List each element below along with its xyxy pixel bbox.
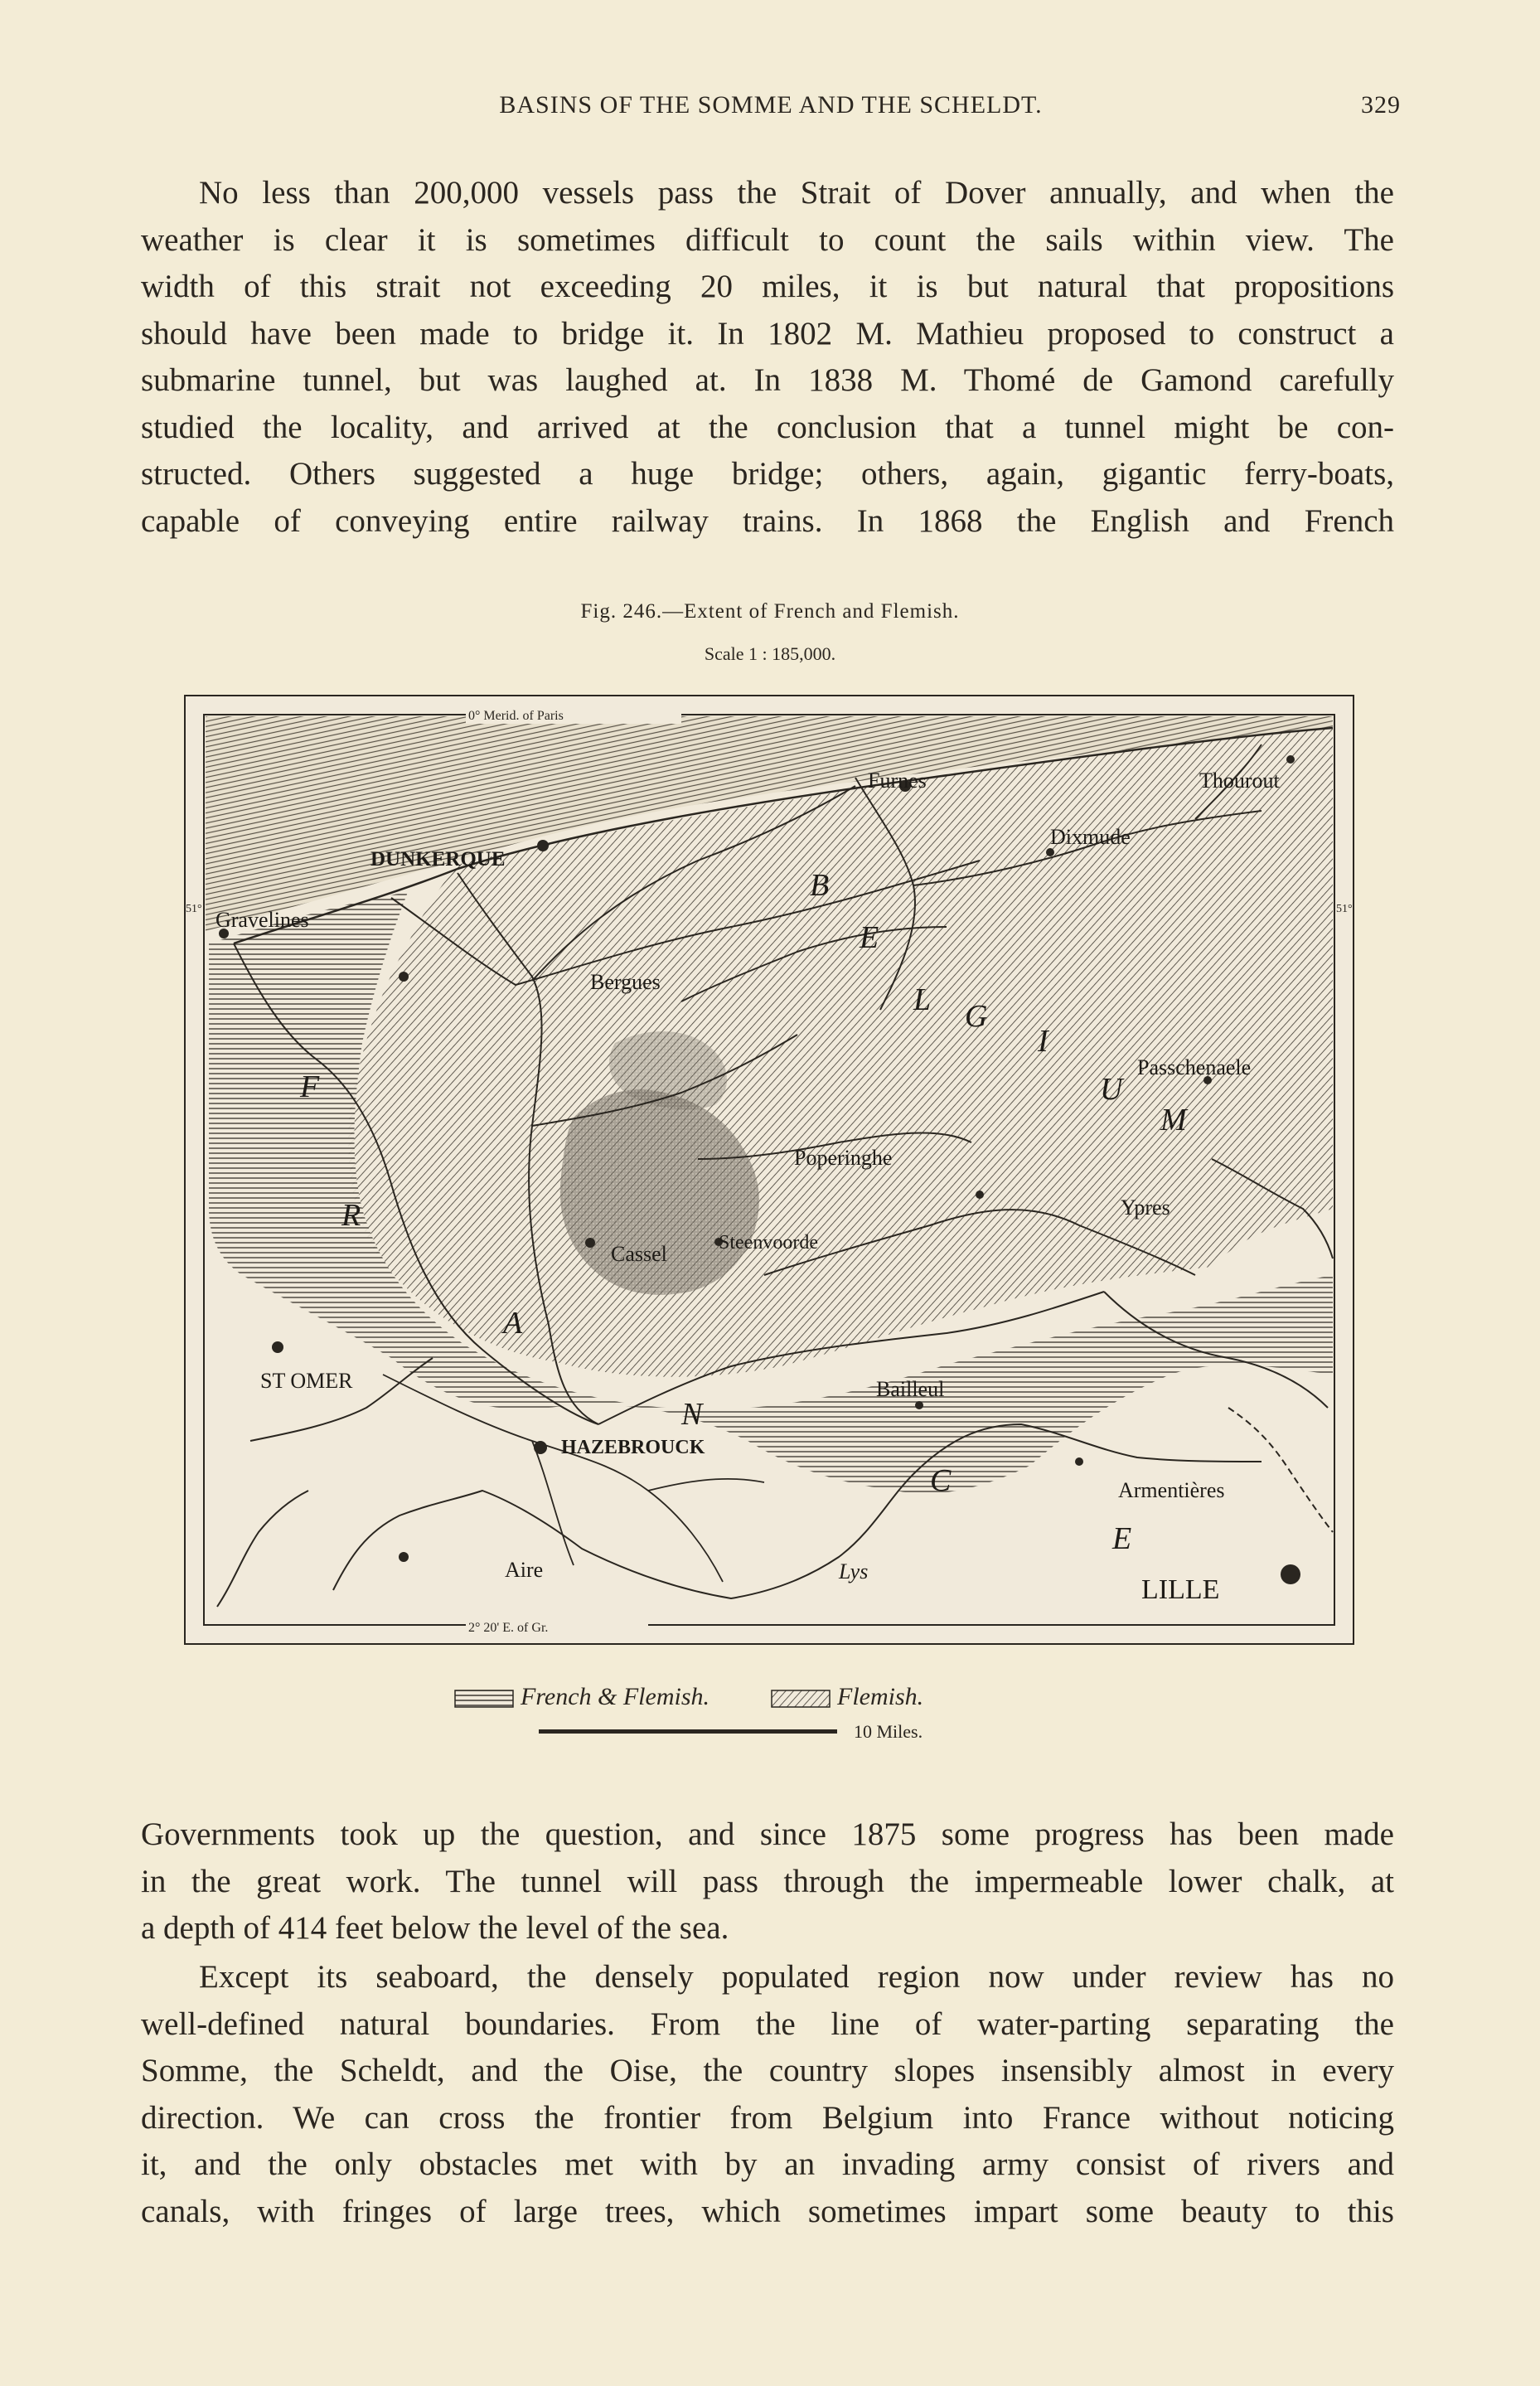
belgium-letter: B (810, 868, 830, 903)
text-line: Governments took up the question, and since 1875 some progress has been made (141, 1816, 1394, 1852)
place-bergues: Bergues (590, 970, 661, 994)
place-aire: Aire (505, 1558, 544, 1582)
text-line: structed. Others suggested a huge bridge; others, again, gigantic ferry-boats, (141, 456, 1394, 492)
place-armentieres: Armentières (1118, 1478, 1225, 1502)
belgium-letter: M (1160, 1103, 1187, 1137)
text-line: in the great work. The tunnel will pass through the impermeable lower chalk, at (141, 1863, 1394, 1899)
page-number: 329 (1361, 91, 1401, 119)
text-line: should have been made to bridge it. In 1802 M. Mathieu proposed to construct a (141, 315, 1394, 352)
text-line: direction. We can cross the frontier from Belgium into France without noticing (141, 2099, 1394, 2136)
text-line: canals, with fringes of large trees, which sometimes impart some beauty to this (141, 2193, 1394, 2229)
map-legend (0, 1683, 1540, 1766)
place-st-omer: ST OMER (260, 1369, 353, 1393)
place-dixmude: Dixmude (1050, 825, 1131, 849)
france-letter: E (1112, 1521, 1132, 1556)
top-meridian: 0° Merid. of Paris (468, 709, 564, 723)
place-thourout: Thourout (1199, 769, 1280, 793)
text-line: capable of conveying entire railway trains. In 1868 the English and French (141, 502, 1394, 539)
flemish-swatch (771, 1690, 831, 1708)
france-letter: N (681, 1397, 703, 1432)
bottom-meridian: 2° 20' E. of Gr. (468, 1621, 549, 1635)
place-ypres: Ypres (1121, 1195, 1170, 1220)
running-head (141, 91, 1401, 133)
running-title: BASINS OF THE SOMME AND THE SCHELDT. (499, 91, 1043, 119)
belgium-letter: L (913, 982, 932, 1017)
place-passchendaele: Passchenaele (1137, 1055, 1252, 1079)
scale-bar-label: 10 Miles. (854, 1721, 923, 1742)
france-letter: R (341, 1198, 361, 1233)
place-dunkerque: DUNKERQUE (370, 848, 506, 871)
scale-bar (539, 1728, 837, 1736)
text-line: studied the locality, and arrived at the conclusion that a tunnel might be con- (141, 409, 1394, 445)
france-letter: C (930, 1463, 952, 1498)
belgium-letter: E (860, 920, 879, 955)
text-line: No less than 200,000 vessels pass the Strait of Dover annually, and when the (199, 175, 1394, 211)
legend-flemish: Flemish. (837, 1683, 924, 1710)
place-gravelines: Gravelines (216, 908, 309, 932)
latitude-left: 51° (186, 903, 202, 915)
text-line: Somme, the Scheldt, and the Oise, the country slopes insensibly almost in every (141, 2053, 1394, 2088)
latitude-right: 51° (1336, 903, 1353, 915)
text-line: submarine tunnel, but was laughed at. In 1838 M. Thomé de Gamond carefully (141, 362, 1394, 398)
text-line: it, and the only obstacles met with by an invading army consist of rivers and (141, 2146, 1394, 2182)
text-line: weather is clear it is sometimes difficult to count the sails within view. The (141, 221, 1394, 258)
belgium-letter: G (965, 999, 988, 1034)
french-flemish-swatch (454, 1690, 514, 1708)
figure-caption: Fig. 246.—Extent of French and Flemish. (580, 600, 960, 623)
place-lys: Lys (839, 1559, 869, 1583)
legend-french-flemish: French & Flemish. (521, 1683, 710, 1710)
place-steenvoorde: Steenvoorde (719, 1232, 818, 1254)
belgium-letter: U (1100, 1072, 1123, 1107)
text-line: well-defined natural boundaries. From the line of water-parting separating the (141, 2005, 1394, 2042)
place-cassel: Cassel (611, 1242, 667, 1266)
place-lille: LILLE (1141, 1574, 1220, 1605)
place-hazebrouck: HAZEBROUCK (561, 1437, 705, 1458)
figure-scale: Scale 1 : 185,000. (704, 643, 836, 664)
text-line: width of this strait not exceeding 20 miles, it is but natural that propositions (141, 269, 1394, 304)
paragraph-2 (141, 1811, 1394, 1952)
paragraph-3 (141, 1954, 1394, 2235)
paragraph-1 (141, 170, 1394, 545)
place-bailleul: Bailleul (876, 1377, 945, 1401)
belgium-letter: I (1038, 1024, 1048, 1059)
france-letter: A (503, 1306, 523, 1341)
text-line: Except its seaboard, the densely populated region now under review has no (199, 1959, 1394, 1995)
map-figure (184, 695, 1354, 1645)
france-letter: F (300, 1069, 320, 1104)
place-poperinghe: Poperinghe (794, 1146, 893, 1170)
text-line: a depth of 414 feet below the level of the sea. (141, 1910, 729, 1946)
place-furnes: Furnes (868, 769, 927, 793)
